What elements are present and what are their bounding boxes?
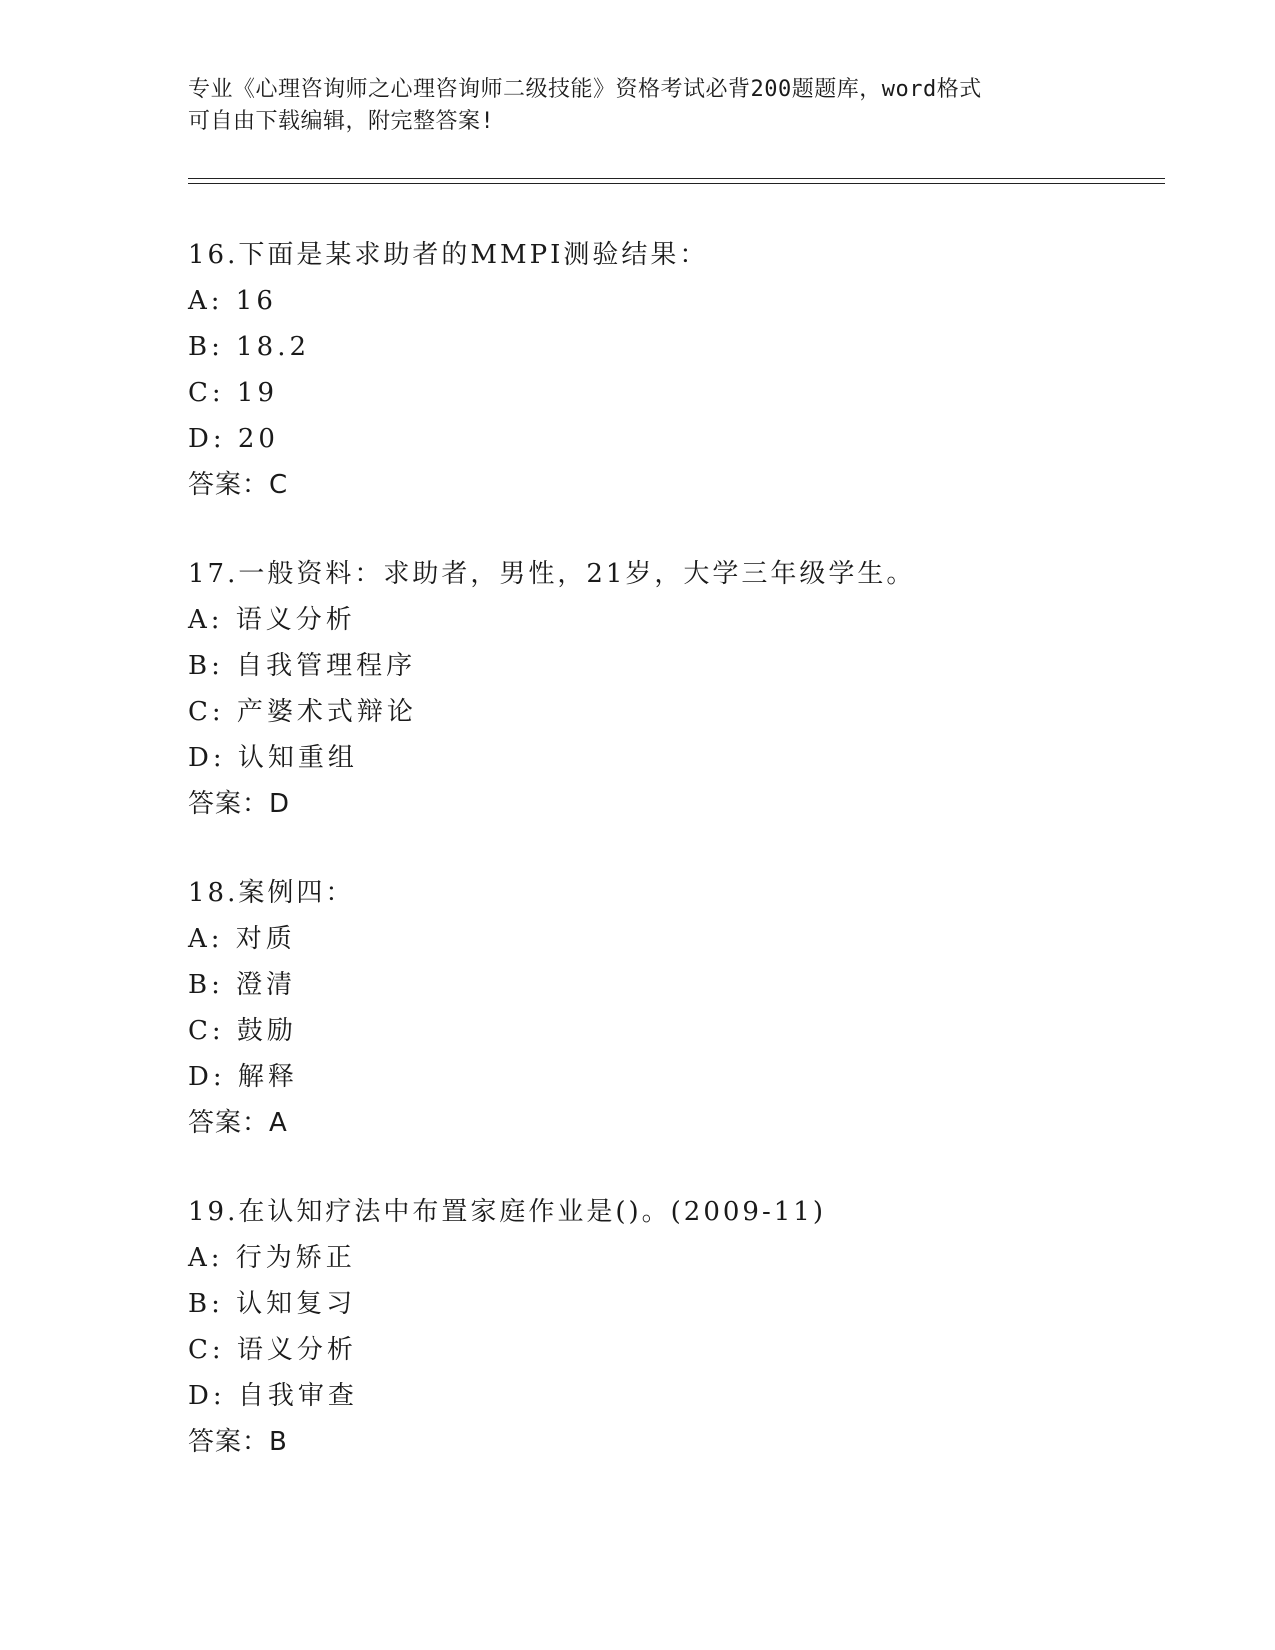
option-d: D: 解释 [188,1062,298,1092]
question-18 [188,870,1168,1146]
question-16 [188,232,1168,508]
header-divider-top [188,178,1165,179]
question-stem: 16.下面是某求助者的MMPI测验结果： [188,240,709,270]
answer-line: 答案：A [188,1108,288,1138]
option-a: A: 语义分析 [188,605,356,635]
option-a: A: 行为矫正 [188,1243,356,1273]
question-stem: 17.一般资料：求助者，男性，21岁，大学三年级学生。 [188,559,916,589]
question-19 [188,1189,1168,1465]
question-17 [188,551,1168,827]
header-line-2: 可自由下载编辑，附完整答案! [188,109,495,134]
option-d: D: 20 [188,424,279,454]
option-b: B: 18.2 [188,332,311,362]
option-a: A: 对质 [188,924,296,954]
answer-line: 答案：D [188,789,291,819]
option-d: D: 自我审查 [188,1381,358,1411]
document-header [188,74,1088,138]
option-c: C: 19 [188,378,279,408]
question-stem: 18.案例四： [188,878,355,908]
option-c: C: 产婆术式辩论 [188,697,417,727]
answer-line: 答案：B [188,1427,288,1457]
option-a: A: 16 [188,286,277,316]
option-b: B: 澄清 [188,970,297,1000]
option-c: C: 语义分析 [188,1335,357,1365]
answer-line: 答案：C [188,470,289,500]
option-d: D: 认知重组 [188,743,358,773]
option-b: B: 认知复习 [188,1289,357,1319]
option-c: C: 鼓励 [188,1016,297,1046]
header-divider-bottom [188,183,1165,184]
header-line-1: 专业《心理咨询师之心理咨询师二级技能》资格考试必背200题题库，word格式 [188,77,982,102]
option-b: B: 自我管理程序 [188,651,417,681]
question-stem: 19.在认知疗法中布置家庭作业是()。(2009-11) [188,1197,826,1227]
question-list [188,232,1168,1508]
